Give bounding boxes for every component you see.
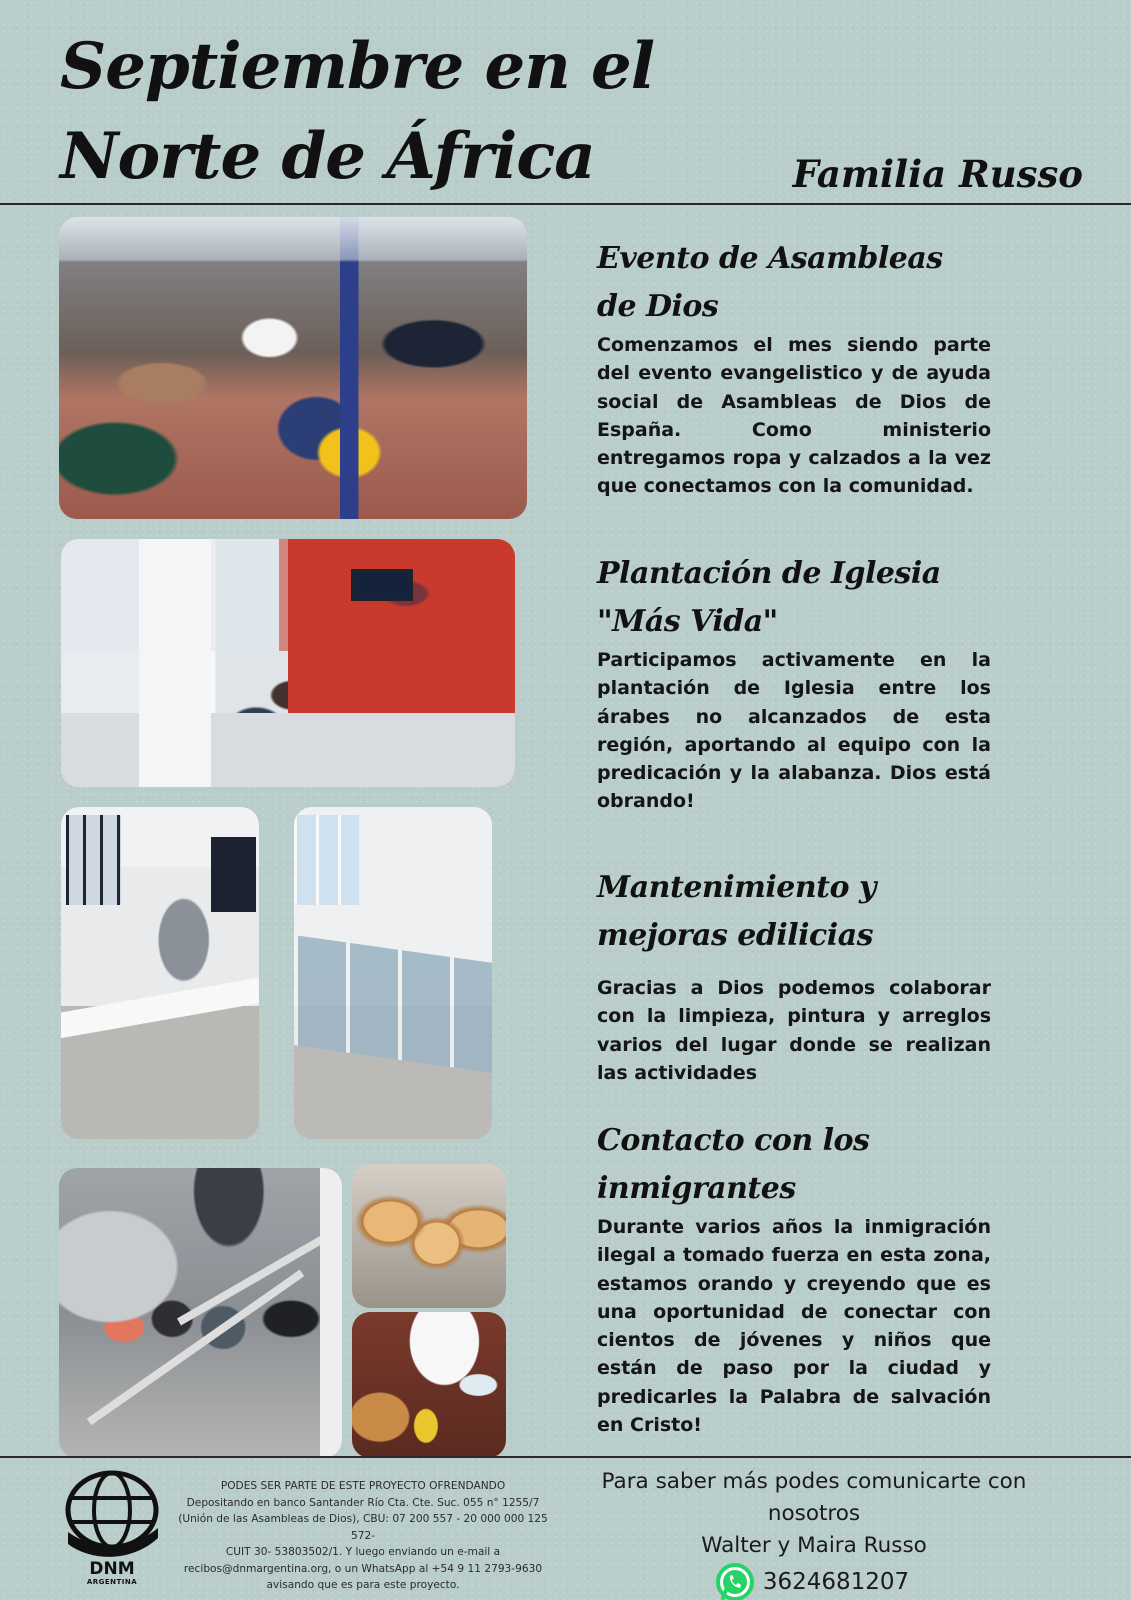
section-title: [597, 1117, 991, 1213]
contact-line: nosotros: [767, 1501, 861, 1526]
section-title-line-1: Evento de Asambleas: [597, 241, 943, 276]
contact-info: [594, 1466, 1034, 1600]
donation-line: Depositando en banco Santander Río Cta. Cte. Suc. 055 n° 1255/7: [186, 1496, 540, 1509]
logo-text: [62, 1560, 162, 1587]
section-title: [597, 235, 991, 331]
section-asambleas-event: [597, 235, 991, 501]
phone-row[interactable]: [590, 1562, 1034, 1600]
donation-line[interactable]: recibos@dnmargentina.org, o un WhatsApp al +54 9 11 2793-9630: [183, 1562, 543, 1575]
donation-line: PODES SER PARTE DE ESTE PROYECTO OFRENDANDO: [220, 1480, 506, 1492]
section-title-line-2: inmigrantes: [597, 1171, 796, 1206]
donation-line: 572-: [350, 1529, 376, 1542]
section-title: [597, 864, 991, 960]
photo-clothing-distribution: [59, 217, 527, 519]
section-title-line-2: de Dios: [597, 289, 719, 324]
header-divider: [0, 203, 1131, 205]
section-church-plant: [597, 550, 991, 816]
donation-line: avisando que es para este proyecto.: [266, 1579, 460, 1591]
photo-bread-tray: [352, 1164, 506, 1308]
section-body: Durante varios años la inmigración ilegal a tomado fuerza en esta zona, estamos orando y creyendo que es una oportunidad de conectar con cientos de jóvenes y niños que están de paso por la ciudad y predicarles la Palabra de salvación en Cristo!: [597, 1216, 991, 1437]
section-title-line-1: Plantación de Iglesia: [597, 556, 941, 591]
whatsapp-icon[interactable]: [715, 1562, 755, 1600]
footer-divider: [0, 1456, 1131, 1458]
photo-painting-window: [294, 807, 492, 1139]
photo-street-migrants: [59, 1168, 342, 1458]
phone-number[interactable]: 3624681207: [762, 1569, 910, 1595]
title-line-2: Norte de África: [60, 119, 595, 194]
section-title-line-2: "Más Vida": [597, 604, 778, 639]
family-name: Familia Russo: [792, 152, 1083, 196]
donation-line: CUIT 30- 53803502/1. Y luego enviando un e-mail a: [225, 1546, 501, 1558]
section-title-line-1: Contacto con los: [597, 1123, 870, 1158]
photo-food-items: [352, 1312, 506, 1458]
contact-names: Walter y Maira Russo: [701, 1533, 927, 1558]
section-title: [597, 550, 991, 646]
contact-line: Para saber más podes comunicarte con: [601, 1469, 1027, 1494]
photo-church-meeting: [61, 539, 515, 787]
title-line-1: Septiembre en el: [60, 29, 655, 104]
section-body: Gracias a Dios podemos colaborar con la limpieza, pintura y arreglos varios del lugar donde se realizan las actividades: [597, 977, 991, 1084]
logo-name: DNM: [89, 1559, 135, 1579]
section-body: Comenzamos el mes siendo parte del evento evangelistico y de ayuda social de Asambleas de Dios de España. Como ministerio entregamos ropa y calzados a la vez que conectamos con la comunidad.: [597, 334, 991, 498]
donation-info: [168, 1478, 558, 1594]
donation-line: (Unión de las Asambleas de Dios), CBU: 07 200 557 - 20 000 000 125: [178, 1513, 548, 1525]
section-title-line-2: mejoras edilicias: [597, 918, 874, 953]
section-title-line-1: Mantenimiento y: [597, 870, 876, 905]
section-maintenance: [597, 864, 991, 1087]
section-immigrants: [597, 1117, 991, 1439]
section-body: Participamos activamente en la plantación de Iglesia entre los árabes no alcanzados de esta región, aportando al equipo con la predicación y la alabanza. Dios está obrando!: [597, 649, 991, 813]
photo-painting-table: [61, 807, 259, 1139]
logo-subtitle: ARGENTINA: [86, 1578, 138, 1586]
page-title: [60, 22, 780, 202]
